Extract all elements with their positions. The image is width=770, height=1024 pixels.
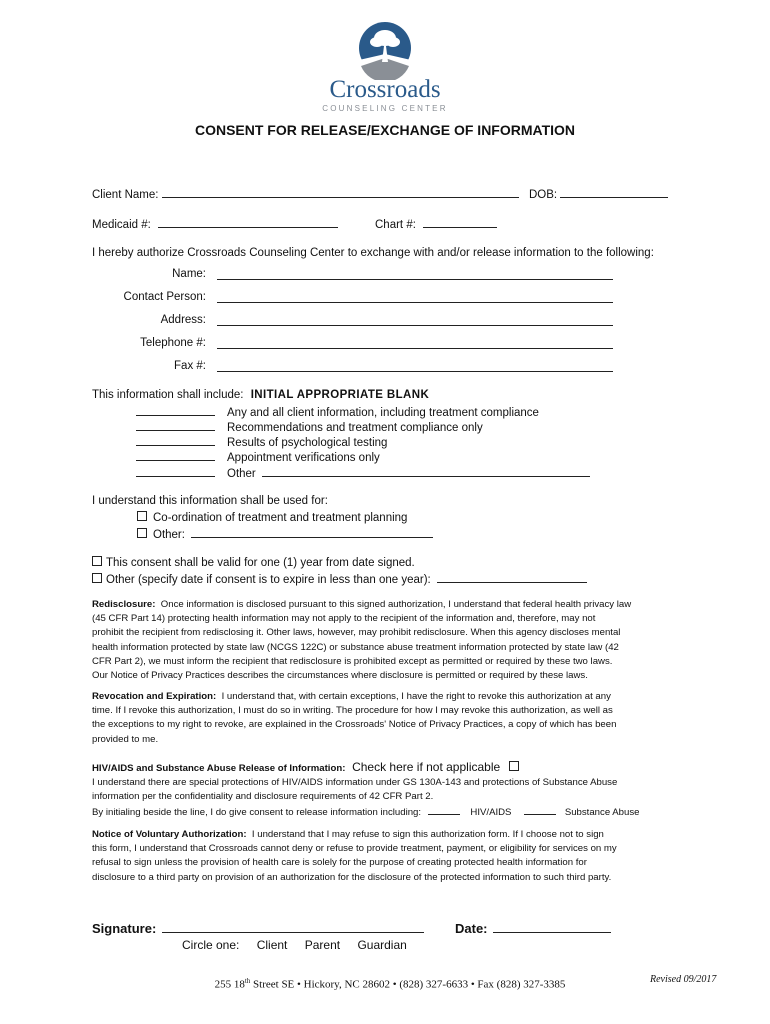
voluntary-heading: Notice of Voluntary Authorization: <box>92 829 247 840</box>
date-row <box>455 920 611 936</box>
include-row <box>92 389 429 401</box>
not-applicable-checkbox[interactable] <box>509 761 519 771</box>
circle-option-client[interactable]: Client <box>256 938 288 952</box>
medicaid-field[interactable] <box>158 216 338 228</box>
dob-label: DOB: <box>529 189 558 201</box>
date-field[interactable] <box>493 920 611 933</box>
include-option: Appointment verifications only <box>136 450 380 464</box>
chart-field[interactable] <box>423 216 497 228</box>
initial-blank[interactable] <box>136 435 215 446</box>
client-name-label: Client Name: <box>92 189 159 201</box>
include-note: INITIAL APPROPRIATE BLANK <box>250 389 430 401</box>
chart-row <box>375 216 497 231</box>
substance-initial-blank[interactable] <box>524 805 556 815</box>
client-name-row <box>92 186 519 201</box>
footer-address: 255 18th Street SE • Hickory, NC 28602 • (828) 327-6633 • Fax (828) 327-3385 <box>214 977 566 991</box>
checkbox[interactable] <box>137 528 147 538</box>
authorize-text: I hereby authorize Crossroads Counseling Center to exchange with and/or release information to the following: <box>92 247 654 259</box>
initial-blank[interactable] <box>136 450 215 461</box>
telephone-field[interactable] <box>217 337 613 349</box>
contact-person-field[interactable] <box>217 291 613 303</box>
purpose-option: Co-ordination of treatment and treatment planning <box>137 511 407 524</box>
logo-subtitle: COUNSELING CENTER <box>322 104 448 113</box>
include-option: Recommendations and treatment compliance only <box>136 420 483 434</box>
date-label: Date: <box>455 921 488 936</box>
chart-label: Chart #: <box>375 219 416 231</box>
validity-one-year: This consent shall be valid for one (1) year from date signed. <box>92 556 415 569</box>
medicaid-row <box>92 216 338 231</box>
contact-person-label: Contact Person: <box>123 291 206 303</box>
hiv-heading: HIV/AIDS and Substance Abuse Release of Information: <box>92 763 346 774</box>
checkbox[interactable] <box>137 511 147 521</box>
checkbox[interactable] <box>92 556 102 566</box>
medicaid-label: Medicaid #: <box>92 219 151 231</box>
revocation-paragraph: Revocation and Expiration: I understand that, with certain exceptions, I have the right to revoke this authorization at any time. If I revoke this authorization, I must do so in writing. The procedure for how I may revoke this authorization, as well as the exceptions to my right to revoke, are explained in the Crossroads' Notice of Privacy Practices, a copy of which has been provided to me. <box>92 691 617 745</box>
logo <box>300 18 470 113</box>
voluntary-paragraph: Notice of Voluntary Authorization: I understand that I may refuse to sign this authorization form. If I choose not to sign this form, I understand that Crossroads cannot deny or refuse to provide treatment, payment, or eligibility for services on my refusal to sign unless the provision of health care is solely for the purpose of creating protected health information for disclosure to a third party on provision of an authorization for the disclosure of the protected information to such third party. <box>92 829 617 883</box>
recipient-name-field[interactable] <box>217 268 613 280</box>
expire-date-field[interactable] <box>437 571 587 583</box>
validity-other: Other (specify date if consent is to expire in less than one year): <box>92 571 587 586</box>
include-label: This information shall include: <box>92 389 244 401</box>
purpose-other-field[interactable] <box>191 526 433 538</box>
hiv-initial-blank[interactable] <box>428 805 460 815</box>
revocation-heading: Revocation and Expiration: <box>92 691 217 702</box>
client-name-field[interactable] <box>162 186 519 198</box>
signature-row <box>92 920 424 936</box>
hiv-paragraph: HIV/AIDS and Substance Abuse Release of Information: Check here if not applicable I understand there are special protections of HIV/AIDS information under GS 130A-143 and protections of Substance Abuse information per the confidentiality and disclosure requirements of 42 CFR Part 2. By initialing beside the line, I do give consent to release information including: HIV/AIDS Substance Abuse <box>92 760 640 818</box>
redisclosure-paragraph: Redisclosure: Once information is disclosed pursuant to this signed authorization, I understand that federal health privacy law (45 CFR Part 14) protecting health information may not apply to the recipient of the information and, therefore, may not prohibit the recipient from redisclosing it. Other laws, however, may prohibit redisclosure. When this agency discloses mental health information protected by state law (NCGS 122C) or substance abuse treatment information protected by state law (42 CFR Part 2), we must inform the recipient that redisclosure is prohibited except as permitted or required by these two laws. Our Notice of Privacy Practices describes the circumstances where disclosure is permitted or required by these laws. <box>92 599 632 682</box>
initial-blank[interactable] <box>136 420 215 431</box>
address-field[interactable] <box>217 314 613 326</box>
dob-field[interactable] <box>560 186 668 198</box>
initial-blank[interactable] <box>136 466 215 477</box>
circle-option-guardian[interactable]: Guardian <box>357 938 407 952</box>
circle-option-parent[interactable]: Parent <box>304 938 341 952</box>
address-label: Address: <box>160 314 206 326</box>
include-option: Results of psychological testing <box>136 435 387 449</box>
circle-one-label: Circle one: <box>182 938 240 952</box>
tree-logo-icon <box>355 18 415 80</box>
initial-blank[interactable] <box>136 405 215 416</box>
purpose-label: I understand this information shall be used for: <box>92 495 328 507</box>
other-field[interactable] <box>262 465 590 477</box>
circle-one-row <box>182 938 407 952</box>
recipient-name-label: Name: <box>172 268 206 280</box>
redisclosure-heading: Redisclosure: <box>92 599 156 610</box>
signature-label: Signature: <box>92 921 157 936</box>
page-title: CONSENT FOR RELEASE/EXCHANGE OF INFORMATION <box>194 122 576 138</box>
telephone-label: Telephone #: <box>140 337 206 349</box>
checkbox[interactable] <box>92 573 102 583</box>
include-option: Other <box>136 465 590 480</box>
hiv-check-text: Check here if not applicable <box>352 760 501 774</box>
fax-field[interactable] <box>217 360 613 372</box>
fax-label: Fax #: <box>174 360 206 372</box>
dob-row <box>529 186 668 201</box>
purpose-option: Other: <box>137 526 433 541</box>
revised-date: Revised 09/2017 <box>650 974 717 985</box>
signature-field[interactable] <box>162 920 424 933</box>
include-option: Any and all client information, including treatment compliance <box>136 405 539 419</box>
logo-name: Crossroads <box>329 76 441 103</box>
